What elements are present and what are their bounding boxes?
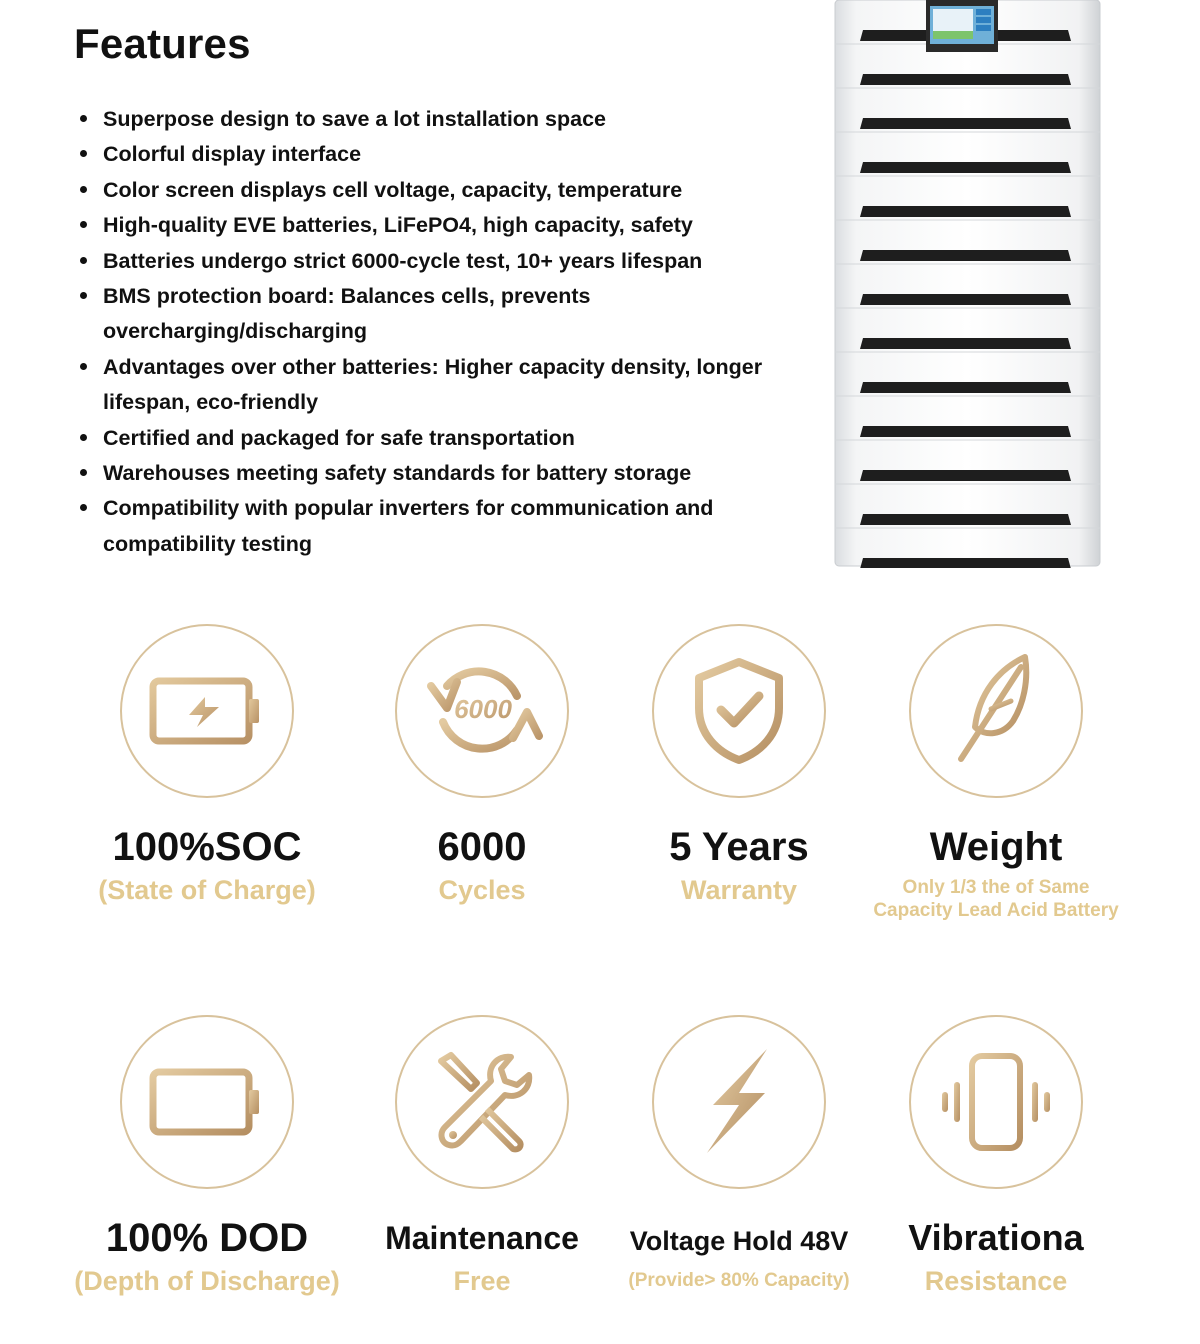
- tile-title: 100%SOC: [112, 825, 302, 869]
- battery-charging-icon: [147, 671, 267, 751]
- feature-item: Compatibility with popular inverters for communication and compatibility testing: [76, 491, 746, 562]
- tile-title: Maintenance: [385, 1220, 579, 1256]
- feature-tile-cycles: [342, 624, 622, 906]
- cycle-6000-icon: [417, 656, 547, 766]
- feature-tile-maintenance: [342, 1015, 622, 1297]
- tools-icon: [427, 1047, 537, 1157]
- cabinet-module-band: [860, 426, 1071, 437]
- cabinet-module-band: [860, 514, 1071, 525]
- feature-item: Color screen displays cell voltage, capacity, temperature: [76, 173, 776, 208]
- feature-tile-warranty: [599, 624, 879, 906]
- tile-title: 100% DOD: [105, 1216, 309, 1260]
- tile-subtitle: Free: [453, 1266, 511, 1296]
- tile-subtitle: Only 1/3 the of Same: [902, 877, 1090, 898]
- tile-title: Weight: [929, 825, 1063, 869]
- feature-item: BMS protection board: Balances cells, prevents overcharging/discharging: [76, 279, 676, 350]
- cabinet-module-band: [860, 382, 1071, 393]
- icon-circle: [909, 1015, 1083, 1189]
- feature-item: Colorful display interface: [76, 137, 776, 172]
- tile-subtitle: Warranty: [680, 875, 798, 905]
- icon-circle: [120, 1015, 294, 1189]
- battery-stack-image: [830, 0, 1105, 568]
- tile-subtitle: (Provide> 80% Capacity): [628, 1270, 850, 1291]
- lightning-icon: [699, 1047, 779, 1157]
- icon-circle: [395, 1015, 569, 1189]
- tile-subtitle: Capacity Lead Acid Battery: [873, 900, 1119, 921]
- cabinet-module-band: [860, 118, 1071, 129]
- cabinet-module-band: [860, 206, 1071, 217]
- cabinet-module-band: [860, 470, 1071, 481]
- icon-circle: [652, 1015, 826, 1189]
- cabinet-module-band: [860, 74, 1071, 85]
- icon-circle: [120, 624, 294, 798]
- cabinet-module-band: [860, 250, 1071, 261]
- feature-item: Superpose design to save a lot installation space: [76, 102, 776, 137]
- feature-item: Batteries undergo strict 6000-cycle test, 10+ years lifespan: [76, 244, 776, 279]
- tile-title: 5 Years: [669, 825, 809, 869]
- tile-subtitle: Resistance: [924, 1266, 1068, 1296]
- vibration-phone-icon: [936, 1052, 1056, 1152]
- feature-tile-weight: [856, 624, 1136, 922]
- tile-subtitle: (State of Charge): [98, 875, 316, 905]
- features-list: [76, 102, 776, 562]
- cycle-icon-text: 6000: [454, 694, 512, 724]
- cabinet-module-band: [860, 294, 1071, 305]
- battery-empty-icon: [147, 1062, 267, 1142]
- icon-circle: [652, 624, 826, 798]
- icon-circle: [909, 624, 1083, 798]
- tile-title: Vibrationa: [908, 1217, 1084, 1258]
- feature-item: Certified and packaged for safe transportation: [76, 421, 776, 456]
- shield-check-icon: [689, 656, 789, 766]
- feature-item: Advantages over other batteries: Higher capacity density, longer lifespan, eco-friendly: [76, 350, 766, 421]
- features-title: Features: [74, 20, 251, 67]
- feature-item: Warehouses meeting safety standards for battery storage: [76, 456, 776, 491]
- tile-title: Voltage Hold 48V: [629, 1226, 849, 1256]
- cabinet-module-band: [860, 558, 1071, 568]
- icon-circle: [395, 624, 569, 798]
- cabinet-module-band: [860, 162, 1071, 173]
- feature-tile-dod: [67, 1015, 347, 1297]
- feature-tile-soc: [67, 624, 347, 906]
- feature-item: High-quality EVE batteries, LiFePO4, high capacity, safety: [76, 208, 776, 243]
- feature-tile-voltage: [599, 1015, 879, 1292]
- feature-tile-vibration: [856, 1015, 1136, 1297]
- tile-subtitle: Cycles: [438, 875, 526, 905]
- tile-title: 6000: [437, 825, 527, 869]
- feather-icon: [951, 651, 1041, 771]
- tile-subtitle: (Depth of Discharge): [74, 1266, 340, 1296]
- cabinet-module-band: [860, 338, 1071, 349]
